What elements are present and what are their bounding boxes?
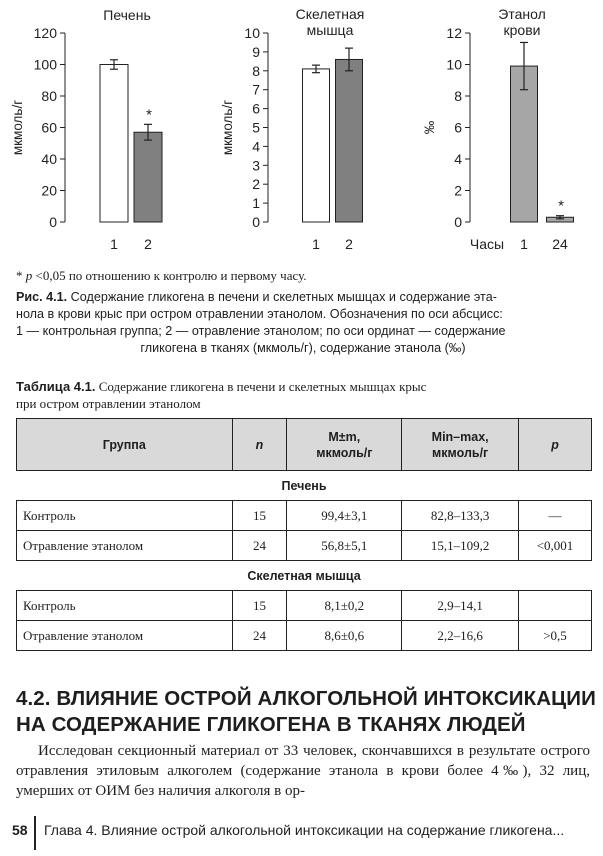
table-title: Таблица 4.1. Содержание гликогена в печени и скелетных мышцах крыс при остром отравлении этанолом — [16, 379, 427, 411]
y-tick-label: 60 — [41, 119, 57, 136]
footer-divider — [34, 816, 36, 850]
bar — [303, 69, 330, 222]
table-section-row — [17, 471, 592, 501]
cell-p — [519, 591, 592, 621]
col-header-n: n — [232, 419, 287, 471]
y-tick-label: 12 — [446, 25, 462, 41]
significance-marker: * — [558, 197, 564, 215]
section-heading: 4.2. ВЛИЯНИЕ ОСТРОЙ АЛКОГОЛЬНОЙ ИНТОКСИКАЦИИ НА СОДЕРЖАНИЕ ГЛИКОГЕНА В ТКАНЯХ ЛЮДЕЙ — [16, 687, 596, 736]
chart-title: крови — [503, 22, 541, 38]
col-header-group: Группа — [17, 419, 233, 471]
y-tick-label: 5 — [252, 119, 260, 136]
significance-marker: * — [146, 106, 152, 124]
y-tick-label: 4 — [252, 138, 260, 155]
page-number: 58 — [12, 822, 28, 838]
y-tick-label: 6 — [454, 119, 462, 136]
x-axis-label: Часы — [469, 236, 505, 252]
cell-group: Отравление этанолом — [17, 621, 233, 651]
cell-n: 15 — [232, 501, 287, 531]
y-tick-label: 8 — [454, 88, 462, 104]
col-header-mean: M±m, мкмоль/г — [287, 419, 402, 471]
table-row — [17, 501, 592, 531]
bar — [134, 132, 162, 222]
cell-p: <0,001 — [519, 531, 592, 561]
y-axis-label: мкмоль/г — [220, 99, 235, 156]
x-tick-label: 1 — [110, 236, 118, 252]
section-title-muscle: Скелетная мышца — [17, 561, 592, 591]
bar — [100, 65, 128, 223]
y-tick-label: 4 — [454, 151, 462, 167]
page-footer — [0, 816, 603, 850]
x-tick-label: 24 — [552, 236, 568, 252]
cell-p: >0,5 — [519, 621, 592, 651]
cell-mean: 99,4±3,1 — [287, 501, 402, 531]
glycogen-table — [16, 418, 592, 651]
y-tick-label: 20 — [41, 182, 57, 199]
y-tick-label: 0 — [454, 214, 462, 230]
y-tick-label: 10 — [244, 25, 260, 41]
x-tick-label: 1 — [520, 236, 528, 252]
y-tick-label: 80 — [41, 88, 57, 104]
cell-group: Контроль — [17, 501, 233, 531]
figure-4-1 — [0, 0, 603, 262]
y-tick-label: 3 — [252, 157, 260, 174]
cell-group: Отравление этанолом — [17, 531, 233, 561]
y-tick-label: 2 — [252, 176, 260, 193]
cell-n: 15 — [232, 591, 287, 621]
y-tick-label: 120 — [33, 25, 57, 41]
running-title: Глава 4. Влияние острой алкогольной интоксикации на содержание гликогена... — [44, 822, 565, 838]
col-header-range: Min–max, мкмоль/г — [402, 419, 519, 471]
col-header-p: p — [519, 419, 592, 471]
bar — [336, 59, 363, 222]
chart-title: мышца — [306, 22, 354, 38]
cell-mean: 8,1±0,2 — [287, 591, 402, 621]
cell-range: 15,1–109,2 — [402, 531, 519, 561]
chart-title: Скелетная — [295, 6, 365, 22]
table-label: Таблица 4.1. — [16, 379, 96, 394]
cell-mean: 8,6±0,6 — [287, 621, 402, 651]
cell-n: 24 — [232, 531, 287, 561]
cell-n: 24 — [232, 621, 287, 651]
table-row — [17, 531, 592, 561]
y-tick-label: 9 — [252, 43, 260, 60]
y-tick-label: 10 — [446, 56, 462, 73]
y-tick-label: 100 — [33, 56, 57, 73]
y-tick-label: 1 — [252, 195, 260, 212]
table-section-row — [17, 561, 592, 591]
cell-p: — — [519, 501, 592, 531]
table-row — [17, 621, 592, 651]
y-axis-label: ‰ — [422, 120, 437, 135]
y-tick-label: 0 — [252, 214, 260, 230]
y-tick-label: 40 — [41, 151, 57, 167]
cell-range: 82,8–133,3 — [402, 501, 519, 531]
table-row — [17, 591, 592, 621]
section-title-liver: Печень — [17, 471, 592, 501]
cell-group: Контроль — [17, 591, 233, 621]
x-tick-label: 2 — [345, 236, 353, 252]
y-tick-label: 7 — [252, 81, 260, 98]
y-axis-label: мкмоль/г — [10, 99, 25, 156]
cell-range: 2,2–16,6 — [402, 621, 519, 651]
figure-caption-label: Рис. 4.1. — [16, 290, 68, 304]
cell-range: 2,9–14,1 — [402, 591, 519, 621]
chart-title: Этанол — [498, 6, 546, 22]
x-tick-label: 2 — [144, 236, 152, 252]
chart-title: Печень — [103, 7, 151, 23]
y-tick-label: 6 — [252, 100, 260, 117]
section-paragraph: Исследован секционный материал от 33 человек, скончавшихся в результате острого отравления этиловым алкоголем (содержание этанола в крови более 4‰), 32 лиц, умерших от ОИМ без наличия алкоголя в ор- — [16, 743, 590, 799]
y-tick-label: 0 — [49, 214, 57, 230]
table-header-row — [17, 419, 592, 471]
y-tick-label: 2 — [454, 182, 462, 199]
figure-caption: Рис. 4.1. Содержание гликогена в печени и скелетных мышцах и содержание эта- нола в крови крыс при остром отравлении этанолом. Обозначения по оси абсцисс: 1 — контрольная группа; 2 — отравление этанолом; по оси ординат — содержание гликогена в тканях (мкмоль/г), содержание этанола (‰) — [16, 290, 506, 355]
cell-mean: 56,8±5,1 — [287, 531, 402, 561]
y-tick-label: 8 — [252, 62, 260, 79]
figure-footnote: * p <0,05 по отношению к контролю и первому часу. — [16, 268, 307, 283]
x-tick-label: 1 — [312, 236, 320, 252]
